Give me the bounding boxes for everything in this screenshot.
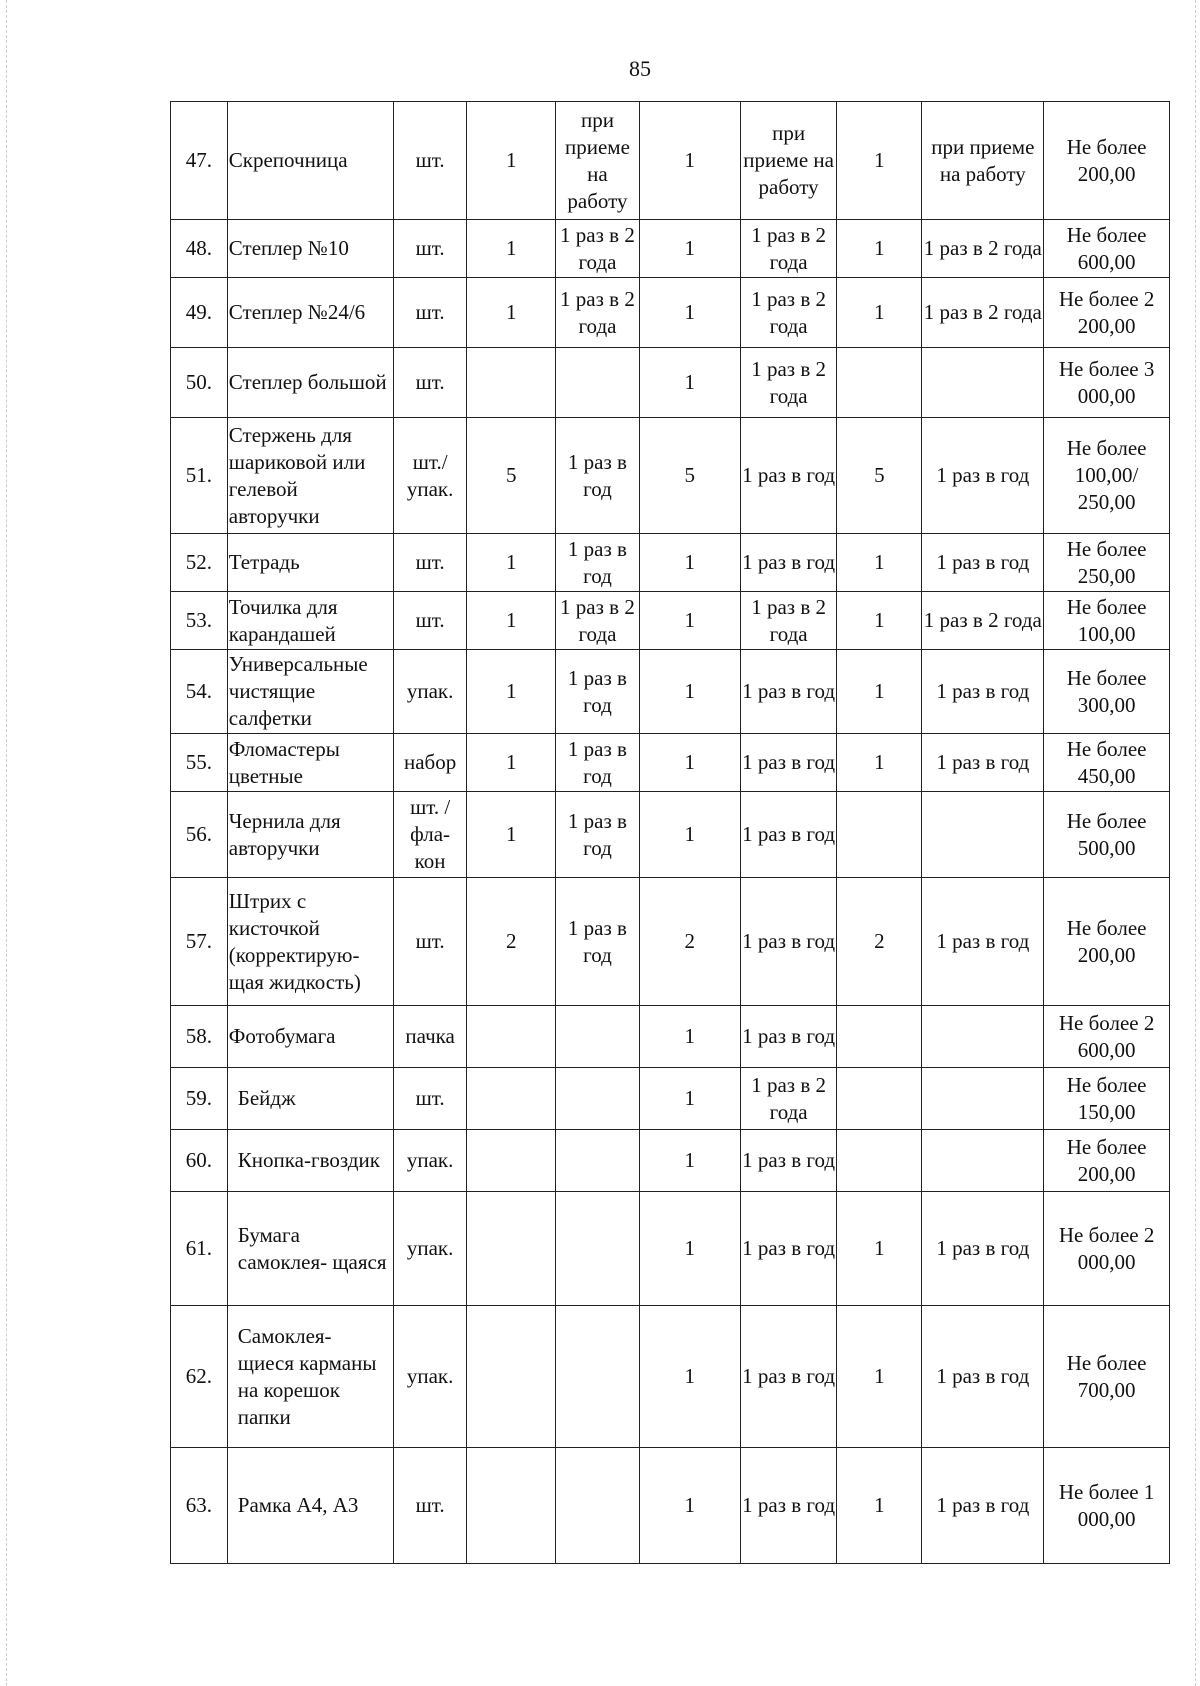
- period-1: 1 раз в год: [556, 650, 639, 734]
- unit: шт.: [394, 592, 467, 650]
- period-2: при приеме на работу: [740, 102, 836, 220]
- period-1: [556, 1130, 639, 1192]
- quantity-2: 1: [639, 534, 740, 592]
- period-1: 1 раз в год: [556, 878, 639, 1006]
- period-2: 1 раз в год: [740, 792, 836, 878]
- max-price: Не более 150,00: [1044, 1068, 1170, 1130]
- period-2: 1 раз в 2 года: [740, 220, 836, 278]
- quantity-2: 1: [639, 650, 740, 734]
- max-price: Не более 2 200,00: [1044, 278, 1170, 348]
- quantity-1: 1: [467, 792, 556, 878]
- period-1: [556, 1306, 639, 1448]
- row-number: 54.: [171, 650, 228, 734]
- supplies-table: [170, 101, 1170, 1564]
- unit: шт.: [394, 1068, 467, 1130]
- quantity-3: [837, 792, 922, 878]
- table-row: [171, 1192, 1170, 1306]
- item-name: Универсальные чистящие салфетки: [227, 650, 393, 734]
- row-number: 48.: [171, 220, 228, 278]
- table-row: [171, 650, 1170, 734]
- period-2: 1 раз в год: [740, 1306, 836, 1448]
- item-name: Фломастеры цветные: [227, 734, 393, 792]
- table-row: [171, 102, 1170, 220]
- period-3: 1 раз в 2 года: [922, 220, 1044, 278]
- period-2: 1 раз в год: [740, 734, 836, 792]
- quantity-1: 1: [467, 592, 556, 650]
- quantity-2: 1: [639, 592, 740, 650]
- quantity-3: [837, 1068, 922, 1130]
- quantity-1: [467, 1068, 556, 1130]
- period-1: [556, 1448, 639, 1564]
- row-number: 53.: [171, 592, 228, 650]
- period-1: 1 раз в 2 года: [556, 278, 639, 348]
- quantity-2: 1: [639, 1448, 740, 1564]
- quantity-2: 1: [639, 220, 740, 278]
- quantity-2: 5: [639, 418, 740, 534]
- unit: шт.: [394, 278, 467, 348]
- item-name: Чернила для авторучки: [227, 792, 393, 878]
- period-3: при приеме на работу: [922, 102, 1044, 220]
- unit: шт.: [394, 534, 467, 592]
- period-3: 1 раз в год: [922, 734, 1044, 792]
- period-3: [922, 1068, 1044, 1130]
- quantity-1: 5: [467, 418, 556, 534]
- max-price: Не более 200,00: [1044, 1130, 1170, 1192]
- max-price: Не более 250,00: [1044, 534, 1170, 592]
- quantity-3: 5: [837, 418, 922, 534]
- quantity-3: [837, 1006, 922, 1068]
- period-3: 1 раз в 2 года: [922, 592, 1044, 650]
- unit: упак.: [394, 1306, 467, 1448]
- quantity-1: [467, 1192, 556, 1306]
- period-3: 1 раз в год: [922, 1306, 1044, 1448]
- item-name: Тетрадь: [227, 534, 393, 592]
- quantity-3: 1: [837, 534, 922, 592]
- table-row: [171, 734, 1170, 792]
- period-2: 1 раз в 2 года: [740, 348, 836, 418]
- item-name: Бумага самоклея- щаяся: [227, 1192, 393, 1306]
- period-3: [922, 348, 1044, 418]
- period-2: 1 раз в 2 года: [740, 1068, 836, 1130]
- max-price: Не более 300,00: [1044, 650, 1170, 734]
- row-number: 55.: [171, 734, 228, 792]
- quantity-1: 1: [467, 278, 556, 348]
- period-2: 1 раз в год: [740, 534, 836, 592]
- period-1: 1 раз в 2 года: [556, 220, 639, 278]
- quantity-2: 1: [639, 1006, 740, 1068]
- period-3: 1 раз в год: [922, 878, 1044, 1006]
- item-name: Фотобумага: [227, 1006, 393, 1068]
- quantity-1: 1: [467, 102, 556, 220]
- unit: шт.: [394, 878, 467, 1006]
- row-number: 51.: [171, 418, 228, 534]
- row-number: 56.: [171, 792, 228, 878]
- quantity-2: 1: [639, 102, 740, 220]
- quantity-1: 1: [467, 220, 556, 278]
- unit: пачка: [394, 1006, 467, 1068]
- unit: упак.: [394, 1130, 467, 1192]
- quantity-1: 1: [467, 534, 556, 592]
- max-price: Не более 450,00: [1044, 734, 1170, 792]
- quantity-2: 1: [639, 792, 740, 878]
- row-number: 62.: [171, 1306, 228, 1448]
- period-1: [556, 1006, 639, 1068]
- table-row: [171, 278, 1170, 348]
- item-name: Самоклея- щиеся карманы на корешок папки: [227, 1306, 393, 1448]
- unit: шт.: [394, 102, 467, 220]
- quantity-1: [467, 1306, 556, 1448]
- quantity-2: 1: [639, 348, 740, 418]
- period-3: 1 раз в год: [922, 534, 1044, 592]
- row-number: 61.: [171, 1192, 228, 1306]
- max-price: Не более 100,00/ 250,00: [1044, 418, 1170, 534]
- quantity-3: [837, 348, 922, 418]
- row-number: 58.: [171, 1006, 228, 1068]
- table-row: [171, 1006, 1170, 1068]
- period-2: 1 раз в год: [740, 418, 836, 534]
- period-2: 1 раз в год: [740, 1448, 836, 1564]
- row-number: 49.: [171, 278, 228, 348]
- period-3: [922, 792, 1044, 878]
- quantity-2: 1: [639, 1130, 740, 1192]
- period-3: 1 раз в год: [922, 1448, 1044, 1564]
- period-1: [556, 1192, 639, 1306]
- item-name: Бейдж: [227, 1068, 393, 1130]
- table-row: [171, 878, 1170, 1006]
- quantity-1: 1: [467, 734, 556, 792]
- period-3: 1 раз в 2 года: [922, 278, 1044, 348]
- unit: упак.: [394, 1192, 467, 1306]
- row-number: 63.: [171, 1448, 228, 1564]
- period-1: при приеме на работу: [556, 102, 639, 220]
- quantity-1: [467, 1006, 556, 1068]
- period-1: [556, 348, 639, 418]
- item-name: Стержень для шариковой или гелевой авторучки: [227, 418, 393, 534]
- page-number: 85: [629, 56, 651, 81]
- quantity-1: 2: [467, 878, 556, 1006]
- table-row: [171, 348, 1170, 418]
- max-price: Не более 1 000,00: [1044, 1448, 1170, 1564]
- quantity-3: 2: [837, 878, 922, 1006]
- row-number: 60.: [171, 1130, 228, 1192]
- item-name: Рамка А4, А3: [227, 1448, 393, 1564]
- table-row: [171, 792, 1170, 878]
- unit: набор: [394, 734, 467, 792]
- period-3: [922, 1006, 1044, 1068]
- row-number: 59.: [171, 1068, 228, 1130]
- quantity-3: 1: [837, 1448, 922, 1564]
- quantity-3: [837, 1130, 922, 1192]
- row-number: 47.: [171, 102, 228, 220]
- unit: шт.: [394, 1448, 467, 1564]
- max-price: Не более 700,00: [1044, 1306, 1170, 1448]
- scan-edge-right: [1195, 0, 1196, 1686]
- table-row: [171, 418, 1170, 534]
- quantity-3: 1: [837, 278, 922, 348]
- table-row: [171, 592, 1170, 650]
- quantity-3: 1: [837, 734, 922, 792]
- table-row: [171, 1448, 1170, 1564]
- period-2: 1 раз в год: [740, 1006, 836, 1068]
- period-2: 1 раз в 2 года: [740, 592, 836, 650]
- period-2: 1 раз в год: [740, 650, 836, 734]
- unit: упак.: [394, 650, 467, 734]
- quantity-3: 1: [837, 1192, 922, 1306]
- quantity-2: 1: [639, 1068, 740, 1130]
- max-price: Не более 500,00: [1044, 792, 1170, 878]
- scan-edge-left: [6, 0, 7, 1686]
- quantity-3: 1: [837, 650, 922, 734]
- row-number: 50.: [171, 348, 228, 418]
- row-number: 52.: [171, 534, 228, 592]
- quantity-2: 1: [639, 278, 740, 348]
- max-price: Не более 200,00: [1044, 102, 1170, 220]
- table-row: [171, 534, 1170, 592]
- quantity-3: 1: [837, 220, 922, 278]
- table-row: [171, 1306, 1170, 1448]
- max-price: Не более 2 000,00: [1044, 1192, 1170, 1306]
- period-2: 1 раз в год: [740, 1192, 836, 1306]
- period-1: [556, 1068, 639, 1130]
- table-row: [171, 1130, 1170, 1192]
- max-price: Не более 100,00: [1044, 592, 1170, 650]
- period-1: 1 раз в год: [556, 418, 639, 534]
- unit: шт. / фла- кон: [394, 792, 467, 878]
- quantity-3: 1: [837, 592, 922, 650]
- unit: шт.: [394, 220, 467, 278]
- row-number: 57.: [171, 878, 228, 1006]
- period-1: 1 раз в год: [556, 534, 639, 592]
- quantity-2: 1: [639, 1192, 740, 1306]
- quantity-1: [467, 1448, 556, 1564]
- period-2: 1 раз в 2 года: [740, 278, 836, 348]
- quantity-2: 1: [639, 1306, 740, 1448]
- unit: шт.: [394, 348, 467, 418]
- max-price: Не более 3 000,00: [1044, 348, 1170, 418]
- item-name: Скрепочница: [227, 102, 393, 220]
- item-name: Точилка для карандашей: [227, 592, 393, 650]
- item-name: Степлер №10: [227, 220, 393, 278]
- period-1: 1 раз в год: [556, 734, 639, 792]
- period-2: 1 раз в год: [740, 1130, 836, 1192]
- item-name: Кнопка-гвоздик: [227, 1130, 393, 1192]
- quantity-2: 1: [639, 734, 740, 792]
- period-3: [922, 1130, 1044, 1192]
- quantity-1: 1: [467, 650, 556, 734]
- period-3: 1 раз в год: [922, 650, 1044, 734]
- item-name: Степлер большой: [227, 348, 393, 418]
- quantity-3: 1: [837, 102, 922, 220]
- max-price: Не более 600,00: [1044, 220, 1170, 278]
- quantity-2: 2: [639, 878, 740, 1006]
- quantity-1: [467, 1130, 556, 1192]
- period-1: 1 раз в год: [556, 792, 639, 878]
- item-name: Штрих с кисточкой (корректирую- щая жидкость): [227, 878, 393, 1006]
- period-3: 1 раз в год: [922, 1192, 1044, 1306]
- table-row: [171, 1068, 1170, 1130]
- unit: шт./ упак.: [394, 418, 467, 534]
- period-2: 1 раз в год: [740, 878, 836, 1006]
- max-price: Не более 2 600,00: [1044, 1006, 1170, 1068]
- quantity-1: [467, 348, 556, 418]
- max-price: Не более 200,00: [1044, 878, 1170, 1006]
- period-3: 1 раз в год: [922, 418, 1044, 534]
- period-1: 1 раз в 2 года: [556, 592, 639, 650]
- quantity-3: 1: [837, 1306, 922, 1448]
- table-row: [171, 220, 1170, 278]
- item-name: Степлер №24/6: [227, 278, 393, 348]
